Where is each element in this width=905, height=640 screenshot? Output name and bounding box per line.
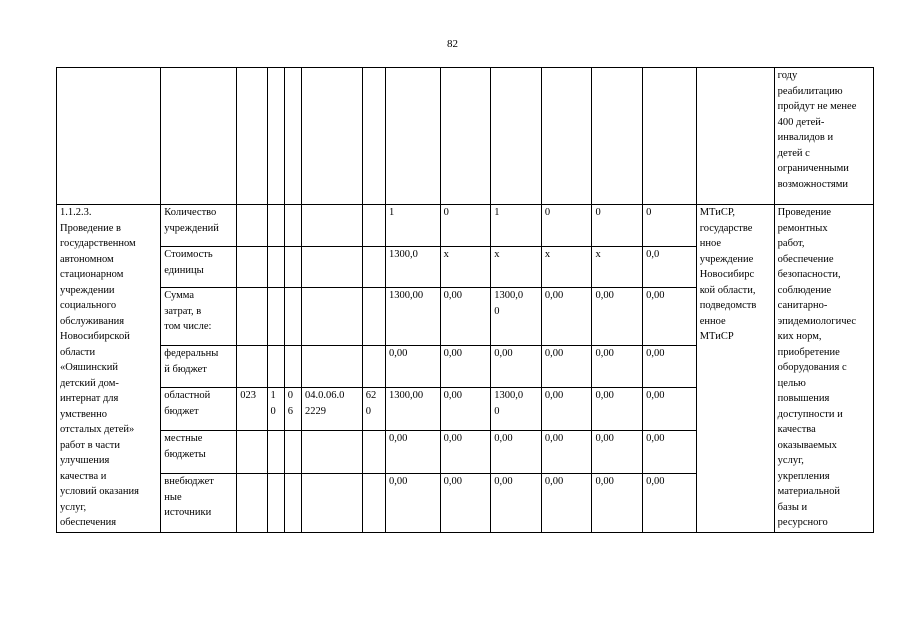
text-line: обеспечение: [777, 253, 834, 265]
text-line: кой области,: [699, 284, 756, 296]
text-line: пройдут не менее: [777, 101, 857, 112]
rz-code: [267, 474, 284, 533]
pr-code: [284, 247, 301, 288]
value-cell: [491, 205, 542, 247]
value-cell: [592, 346, 643, 388]
text-line: повышения: [777, 393, 830, 404]
text-line: оказываемых: [777, 439, 837, 451]
text-line: 1300,0: [494, 290, 524, 301]
text-line: инвалидов и: [777, 132, 834, 143]
value-cell: [592, 431, 643, 474]
pr-code: [284, 388, 301, 431]
text-line: ные: [164, 491, 182, 503]
text-line: автономном: [60, 253, 114, 265]
text-line: Новосибирской: [60, 331, 130, 342]
text-line: 04.0.06.0: [304, 390, 345, 401]
text-line: 0,00: [544, 348, 564, 359]
text-line: 0: [287, 390, 293, 401]
empty-cell: [696, 68, 774, 205]
value-cell: [491, 346, 542, 388]
value-cell: [643, 431, 697, 474]
text-line: источники: [164, 507, 212, 518]
text-line: реабилитацию: [777, 85, 843, 97]
text-line: 0,00: [595, 390, 614, 401]
text-line: материальной: [777, 486, 841, 497]
text-line: 400 детей-: [777, 116, 825, 128]
grbs-code: 023: [237, 388, 267, 431]
text-line: Новосибирс: [699, 269, 755, 280]
indicator-name: [161, 346, 237, 388]
text-line: Количество: [164, 207, 217, 218]
text-line: 0,00: [443, 390, 462, 401]
text-line: МТиСР,: [699, 207, 735, 218]
vr-code: [362, 205, 385, 247]
text-line: «Ояшинский: [60, 362, 118, 373]
grbs-code: [237, 474, 267, 533]
text-line: единицы: [164, 264, 204, 276]
text-line: 1: [270, 390, 276, 401]
text-line: бюджет: [164, 405, 199, 417]
rz-code: [267, 247, 284, 288]
text-line: ких норм,: [777, 331, 822, 342]
text-line: услуг,: [777, 455, 804, 466]
text-line: 0: [443, 207, 449, 218]
indicator-name: [161, 247, 237, 288]
text-line: 0,00: [443, 348, 462, 359]
grbs-code: [237, 205, 267, 247]
text-line: 0,00: [544, 476, 564, 487]
text-line: учреждении: [60, 284, 115, 296]
text-line: 1300,00: [388, 290, 424, 301]
pr-code: [284, 474, 301, 533]
rz-code: [267, 205, 284, 247]
text-line: 0,00: [494, 476, 513, 487]
text-line: качества: [777, 424, 816, 435]
text-line: x: [544, 249, 551, 260]
text-line: государстве: [699, 222, 753, 234]
text-line: укрепления: [777, 470, 830, 482]
text-line: умственно: [60, 408, 108, 420]
value-cell: [440, 474, 491, 533]
text-line: 0,00: [494, 433, 513, 444]
value-cell: [491, 288, 542, 346]
text-line: качества и: [60, 470, 107, 482]
text-line: доступности и: [777, 408, 843, 420]
value-cell: [592, 205, 643, 247]
text-line: обеспечения: [60, 517, 117, 528]
text-line: эпидемиологичес: [777, 315, 857, 327]
text-line: ремонтных: [777, 222, 828, 234]
vr-code: [362, 431, 385, 474]
text-line: возможностями: [777, 178, 849, 190]
text-line: работ в части: [60, 439, 120, 451]
value-cell: [440, 388, 491, 431]
empty-cell: [362, 68, 385, 205]
text-line: обслуживания: [60, 315, 125, 327]
text-line: 0,00: [388, 348, 408, 359]
pr-code: [284, 288, 301, 346]
csr-code: [301, 346, 362, 388]
csr-code: [301, 205, 362, 247]
text-line: 0,00: [595, 348, 614, 359]
empty-cell: [237, 68, 267, 205]
value-cell: [385, 288, 440, 346]
text-line: 1: [388, 207, 395, 218]
vr-code: [362, 288, 385, 346]
empty-cell: [385, 68, 440, 205]
empty-cell: [440, 68, 491, 205]
value-cell: [541, 474, 592, 533]
text-line: стационарном: [60, 269, 124, 280]
text-line: 0,00: [544, 290, 564, 301]
value-cell: [491, 474, 542, 533]
text-line: 0,00: [388, 433, 408, 444]
text-line: 0,00: [646, 290, 665, 301]
grbs-code: [237, 247, 267, 288]
text-line: 0: [494, 405, 500, 417]
text-line: улучшения: [60, 455, 110, 466]
text-line: соблюдение: [777, 284, 832, 296]
grbs-code: [237, 431, 267, 474]
value-cell: [592, 288, 643, 346]
event-description: [57, 205, 161, 533]
text-line: санитарно-: [777, 300, 828, 311]
text-line: учреждение: [699, 253, 754, 265]
text-line: 2229: [304, 405, 326, 417]
table-row: [57, 205, 874, 247]
text-line: областной: [164, 390, 211, 401]
value-cell: [643, 205, 697, 247]
value-cell: [440, 288, 491, 346]
text-line: 1300,00: [388, 390, 424, 401]
value-cell: [385, 388, 440, 431]
text-line: 62: [365, 390, 377, 401]
empty-cell: [267, 68, 284, 205]
text-line: 0: [544, 207, 551, 218]
grbs-code: [237, 288, 267, 346]
pr-code: [284, 205, 301, 247]
csr-code: [301, 474, 362, 533]
text-line: 0,00: [443, 476, 462, 487]
text-line: бюджеты: [164, 448, 206, 460]
empty-cell: [491, 68, 542, 205]
responsible-executor: [696, 205, 774, 533]
text-line: 0,00: [443, 290, 462, 301]
text-line: работ,: [777, 238, 805, 249]
text-line: подведомств: [699, 300, 757, 311]
text-line: отсталых детей»: [60, 424, 135, 435]
text-line: ограниченными: [777, 163, 849, 174]
text-line: целью: [777, 377, 806, 389]
csr-code: [301, 247, 362, 288]
text-line: социального: [60, 300, 117, 311]
indicator-name: [161, 288, 237, 346]
value-cell: [440, 346, 491, 388]
text-line: 0,00: [646, 348, 665, 359]
text-line: x: [595, 249, 601, 260]
indicator-name: [161, 474, 237, 533]
text-line: году: [777, 70, 798, 81]
text-line: 0,00: [646, 390, 665, 401]
pr-code: [284, 431, 301, 474]
text-line: интернат для: [60, 393, 119, 404]
text-line: услуг,: [60, 501, 87, 513]
value-cell: [440, 247, 491, 288]
text-line: 0,0: [646, 249, 660, 260]
value-cell: [385, 247, 440, 288]
vr-code: [362, 388, 385, 431]
text-line: детский дом-: [60, 377, 119, 389]
value-cell: [592, 474, 643, 533]
value-cell: [491, 388, 542, 431]
text-line: x: [494, 249, 500, 260]
text-line: МТиСР: [699, 331, 734, 342]
csr-code: [301, 431, 362, 474]
program-activities-table: [56, 67, 874, 533]
csr-code: [301, 388, 362, 431]
text-line: условий оказания: [60, 486, 139, 497]
value-cell: [385, 431, 440, 474]
text-line: приобретение: [777, 346, 840, 358]
vr-code: [362, 474, 385, 533]
value-cell: [643, 346, 697, 388]
text-line: 0,00: [595, 433, 614, 444]
text-line: 1.1.2.3.: [60, 207, 92, 218]
text-line: 6: [287, 405, 293, 417]
value-cell: [541, 288, 592, 346]
value-cell: [440, 205, 491, 247]
text-line: 0: [494, 305, 500, 317]
text-line: Стоимость: [164, 249, 213, 260]
vr-code: [362, 346, 385, 388]
rz-code: [267, 346, 284, 388]
rz-code: [267, 388, 284, 431]
value-cell: [491, 431, 542, 474]
expected-result-continuation: [774, 68, 873, 205]
empty-cell: [284, 68, 301, 205]
empty-cell: [643, 68, 697, 205]
text-line: 0,00: [388, 476, 408, 487]
empty-cell: [592, 68, 643, 205]
value-cell: [643, 247, 697, 288]
csr-code: [301, 288, 362, 346]
text-line: 0: [270, 405, 276, 417]
text-line: 1: [494, 207, 500, 218]
text-line: 0,00: [544, 433, 564, 444]
value-cell: [643, 474, 697, 533]
text-line: 0,00: [595, 290, 614, 301]
text-line: учреждений: [164, 222, 219, 234]
value-cell: [541, 346, 592, 388]
text-line: 1300,0: [388, 249, 418, 260]
text-line: затрат, в: [164, 305, 202, 317]
value-cell: [592, 388, 643, 431]
indicator-name: [161, 205, 237, 247]
value-cell: [541, 431, 592, 474]
text-line: 0: [365, 405, 371, 417]
text-line: 0: [595, 207, 601, 218]
value-cell: [541, 388, 592, 431]
indicator-name: [161, 431, 237, 474]
continuation-row: [57, 68, 874, 205]
rz-code: [267, 431, 284, 474]
text-line: базы и: [777, 501, 808, 513]
expected-result: [774, 205, 873, 533]
value-cell: [385, 346, 440, 388]
text-line: области: [60, 346, 96, 358]
text-line: оборудования с: [777, 362, 847, 373]
value-cell: [592, 247, 643, 288]
value-cell: [385, 205, 440, 247]
grbs-code: [237, 346, 267, 388]
value-cell: [491, 247, 542, 288]
page-number: 82: [447, 38, 458, 50]
text-line: Проведение в: [60, 222, 121, 234]
text-line: 0,00: [494, 348, 513, 359]
text-line: внебюджет: [164, 476, 214, 487]
empty-cell: [57, 68, 161, 205]
text-line: нное: [699, 238, 721, 249]
empty-cell: [541, 68, 592, 205]
text-line: Сумма: [164, 290, 194, 301]
value-cell: [541, 247, 592, 288]
text-line: том числе:: [164, 321, 212, 332]
text-line: 0,00: [646, 476, 665, 487]
text-line: федеральны: [164, 348, 219, 359]
text-line: местные: [164, 433, 203, 444]
value-cell: [643, 288, 697, 346]
text-line: детей с: [777, 147, 810, 159]
text-line: й бюджет: [164, 363, 207, 375]
text-line: 1300,0: [494, 390, 524, 401]
text-line: енное: [699, 315, 726, 327]
text-line: x: [443, 249, 449, 260]
empty-cell: [301, 68, 362, 205]
pr-code: [284, 346, 301, 388]
rz-code: [267, 288, 284, 346]
empty-cell: [161, 68, 237, 205]
text-line: Проведение: [777, 207, 832, 218]
text-line: государственном: [60, 238, 136, 249]
value-cell: [643, 388, 697, 431]
text-line: безопасности,: [777, 269, 841, 280]
vr-code: [362, 247, 385, 288]
text-line: 0,00: [595, 476, 614, 487]
value-cell: [440, 431, 491, 474]
value-cell: [541, 205, 592, 247]
text-line: 0,00: [544, 390, 564, 401]
text-line: 0,00: [646, 433, 665, 444]
value-cell: [385, 474, 440, 533]
indicator-name: [161, 388, 237, 431]
text-line: ресурсного: [777, 517, 828, 528]
text-line: 0: [646, 207, 652, 218]
text-line: 0,00: [443, 433, 462, 444]
